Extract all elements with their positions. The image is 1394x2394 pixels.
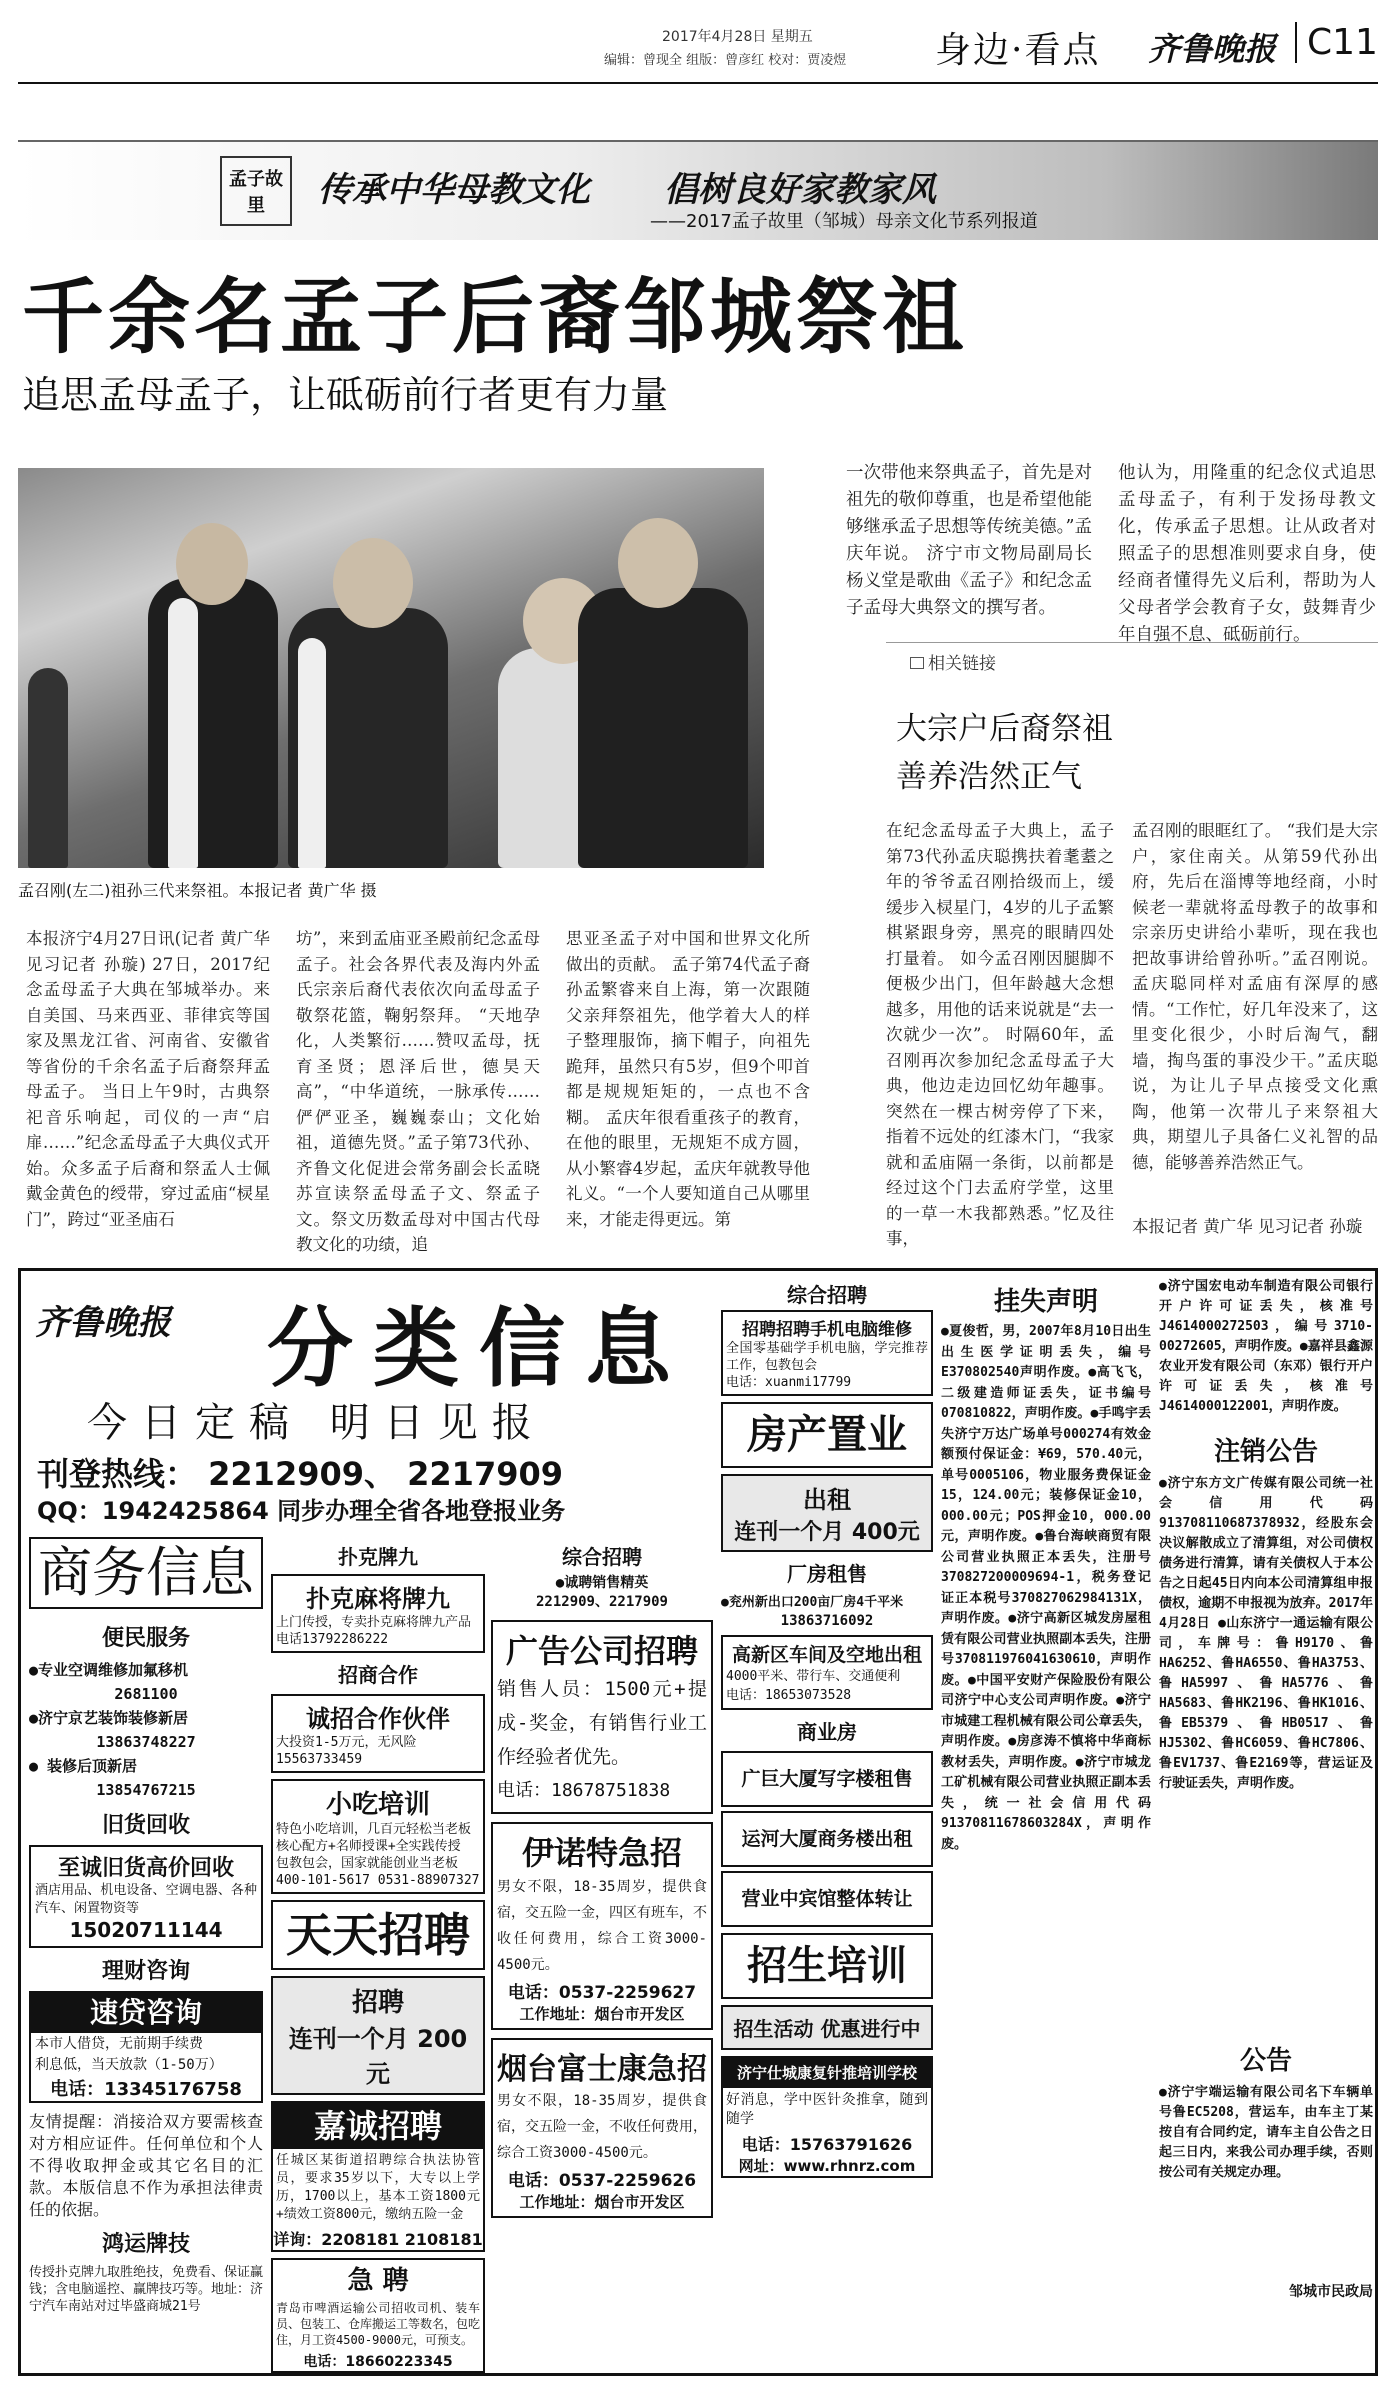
cls-text: 核心配方+名师授课+全实践传授 (276, 1839, 461, 1854)
cls-text: 本市人借贷，无前期手续费 (35, 2036, 203, 2052)
lost-notice-text: ●夏俊哲，男，2007年8月10日出生出生医学证明丢失，编号E370802540声明作废。●高飞飞，二级建造师证丢失，证书编号070810822，声明作废。●手鸣宇丢失济宁万达广场单号000274有效金额预付保证金：¥69，570.40元，单号0005106，物业服务费保证金15，124.00元；装修保证金10，000.00元；POS押金10，000.00元，声明作废。●鲁台海峡商贸有限公司营业执照正本丢失，注册号370827200009694-1，税务登记证正本税号370827062984131X，声明作废。●济宁高新区城发房屋租赁有限公司营业执照副本丢失，注册号370811976041630610，声明作废。●中国平安财产保险股份有限公司济宁中心支公司声明作废。●济宁市城建工程机械有限公司公章丢失，声明作废。●房彦涛不慎将中华商标教材丢失，声明作废。●济宁市城龙工矿机械有限公司营业执照正副本丢失，统一社会信用代码91370811678603284X，声明作废。 (941, 1324, 1151, 1852)
ad-phone: 电话：0537-2259626 (507, 2171, 697, 2191)
cls-tag: 理财咨询 (101, 1959, 190, 1984)
ad-title: 高新区车间及空地出租 (731, 1644, 922, 1666)
header-date: 2017年4月28日 星期五 (662, 29, 813, 45)
cls-text: 上门传授，专卖扑克麻将牌九产品 (276, 1615, 472, 1630)
ad-title: 速贷咨询 (31, 1993, 261, 2033)
ad-price: 连刊一个月 200元 (288, 2025, 468, 2088)
banner-slogan1: 传承中华母教文化 (318, 170, 590, 210)
lost-notice-title: 挂失声明 (993, 1287, 1098, 1317)
article-col1: 本报济宁4月27日讯(记者 黄广华 见习记者 孙璇) 27日，2017纪念孟母孟子大典在邹城举办。来自美国、马来西亚、菲律宾等国家及黑龙江省、河南省、安徽省等省份的千余名孟子后裔祭拜孟母孟子。 当日上午9时，古典祭祀音乐响起，司仪的一声“启扉……”纪念孟母孟子大典仪式开始。众多孟子后裔和祭孟人士佩戴金黄色的绶带，穿过孟庙“棂星门”，跨过“亚圣庙石 (26, 929, 270, 1229)
article-col2: 坊”，来到孟庙亚圣殿前纪念孟母孟子。社会各界代表及海内外孟氏宗亲后裔代表依次向孟母孟子敬祭花篮，鞠躬祭拜。 “天地孕化，人类繁衍……赞叹孟母，抚育圣贤；恩泽后世，德昊天高”，“中华道统，一脉承传……俨俨亚圣，巍巍泰山；文化始祖，道德先贤。”孟子第73代孙、齐鲁文化促进会常务副会长孟晓苏宣读祭孟母孟子文、祭孟子文。祭文历数孟母对中国古代母教文化的功绩，追 (296, 929, 540, 1254)
banner-series: ——2017孟子故里（邹城）母亲文化节系列报道 (650, 211, 1038, 232)
cls-text: 好消息，学中医针灸推拿，随到随学 (726, 2092, 928, 2127)
cls-text: ●专业空调维修加氟移机 (29, 1661, 189, 1679)
classified-section (18, 1268, 1378, 2376)
cls-text: 13863748227 (96, 1733, 196, 1751)
cls-text: 销售人员：1500元+提成-奖金，有销售行业工作经验者优先。 (497, 1678, 707, 1768)
article-col3: 思亚圣孟子对中国和世界文化所做出的贡献。 孟子第74代孟子裔孙孟繁睿来自上海，第一次跟随父亲拜祭祖先，他学着大人的样子整理服饰，摘下帽子，向祖先跪拜，虽然只有5岁，但9个叩首都是规规矩矩的，一点也不含糊。 孟庆年很看重孩子的教育，在他的眼里，无规矩不成方圆，从小繁睿4岁起，孟庆年就教导他礼义。“一个人要知道自己从哪里来，才能走得更远。第 (566, 929, 810, 1229)
ad-title: 运河大厦商务楼出租 (721, 1811, 933, 1867)
ad-title: 济宁仕城康复针推培训学校 (723, 2058, 931, 2088)
classified-title: 分类信息 (267, 1298, 691, 1399)
ad-title: 招生培训 (721, 1933, 933, 1999)
classified-slogan: 今日定稿 明日见报 (87, 1400, 546, 1446)
cls-text: 包教包会，国家就能创业当老板 (276, 1856, 459, 1871)
article-col-right1: 一次带他来祭典孟子，首先是对祖先的敬仰尊重，也是希望他能够继承孟子思想等传统美德。”孟庆年说。 济宁市文物局副局长杨义堂是歌曲《孟子》和纪念孟子孟母大典祭文的撰写者。 (846, 463, 1092, 618)
cls-text: 13854767215 (96, 1781, 196, 1799)
cls-text: 400-101-5617 0531-88907327 (276, 1873, 480, 1888)
ad-phone: 15020711144 (69, 1918, 223, 1942)
cls-text: ● 装修后顶新居 (29, 1757, 138, 1775)
cls-text: 全国零基础学手机电脑，学完推荐工作，包教包会 (726, 1341, 928, 1373)
related-link-label: 相关链接 (928, 654, 996, 674)
news-photo (18, 468, 764, 868)
subheadline: 追思孟母孟子，让砥砺前行者更有力量 (22, 373, 669, 417)
cls-text: 传授扑克牌九取胜绝技，免费看、保证赢钱；含电脑遥控、赢牌技巧等。地址：济宁汽车南站对过毕盛商城21号 (29, 2265, 264, 2314)
cls-text: 13863716092 (780, 1613, 874, 1629)
page-number: C11 (1295, 22, 1378, 63)
related-link (910, 649, 996, 674)
ad-address: 工作地址：烟台市开发区 (519, 2005, 685, 2023)
cls-text: 电话：18653073528 (726, 1688, 852, 1703)
ad-address: 工作地址：烟台市开发区 (519, 2193, 685, 2211)
cls-text: ●济宁京艺装饰装修新居 (29, 1709, 189, 1727)
cls-col5 (941, 1277, 1151, 2371)
ad-title: 诚招合作伙伴 (306, 1705, 450, 1733)
section-name: 身边·看点 (935, 30, 1101, 71)
cls-text: ●兖州新出口200亩厂房4千平米 (721, 1595, 904, 1610)
notice-title: 公告 (1239, 2046, 1292, 2076)
ad-phone: 详询：2208181 2108181 (273, 2230, 483, 2249)
ad-title: 天天招聘 (271, 1900, 485, 1970)
cls-text: 酒店用品、机电设备、空调电器、各种汽车、闲置物资等 (35, 1883, 257, 1916)
cls-col1 (29, 1615, 263, 2371)
notice-text: ●济宁宇端运输有限公司名下车辆单号鲁EC5208，营运车，由车主丁某按自有合同约定，请车主自公告之日起三日内，来我公司办理手续，否则按公司有关规定办理。 (1159, 2085, 1373, 2180)
sidebar-title2: 善养浩然正气 (896, 759, 1082, 795)
ad-title: 烟台富士康急招 (497, 2052, 707, 2087)
ad-title: 房产置业 (721, 1402, 933, 1468)
article-col-right2: 他认为，用隆重的纪念仪式追思孟母孟子，有利于发扬母教文化，传承孟子思想。让从政者对照孟子的思想准则要求自身，使经商者懂得先义后利，帮助为人父母者学会教育子女，鼓舞青少年自强不息、砥砺前行。 (1118, 463, 1376, 645)
cls-text: 男女不限，18-35周岁，提供食宿，交五险一金，不收任何费用，综合工资3000-4500元。 (497, 2093, 707, 2161)
ad-title: 出租 (803, 1486, 851, 1514)
cls-text: 2212909、2217909 (535, 1594, 668, 1610)
cls-tag: 鸿运牌技 (101, 2232, 190, 2257)
cls-text: 任城区某街道招聘综合执法协管员，要求35岁以下，大专以上学历，1700以上，基本工资1800元+绩效工资800元，缴纳五险一金 (276, 2153, 480, 2222)
cancel-notice-title: 注销公告 (1213, 1437, 1318, 1467)
cls-text: ●诚聘销售精英 (555, 1575, 649, 1591)
ad-title: 广巨大厦写字楼租售 (721, 1751, 933, 1807)
cls-tag: 扑克牌九 (338, 1545, 418, 1569)
cls-text: 4000平米、带行车、交通便利 (726, 1669, 901, 1684)
sidebar-byline: 本报记者 黄广华 见习记者 孙璇 (1132, 1217, 1363, 1236)
cls-text: 2681100 (114, 1685, 178, 1703)
ad-phone: 电话：0537-2259627 (507, 1983, 697, 2003)
cls-col2 (271, 1537, 485, 2371)
notice-footer: 邹城市民政局 (1289, 2284, 1373, 2300)
cls-col3 (491, 1537, 713, 2371)
classified-qq: QQ：1942425864 同步办理全省各地登报业务 (37, 1497, 566, 1525)
ad-title: 急 聘 (347, 2266, 409, 2296)
cls-tag: 旧货回收 (101, 1813, 190, 1838)
cls-text: 15563733459 (276, 1752, 363, 1767)
ad-title: 广告公司招聘 (505, 1632, 698, 1670)
photo-caption: 孟召刚(左二)祖孙三代来祭祖。本报记者 黄广华 摄 (18, 881, 377, 900)
cls-tag: 商业房 (797, 1720, 857, 1744)
cancel-notice-text: ●济宁东方文广传媒有限公司统一社会信用代码913708110687378932，经股东会决议解散成立了清算组，对公司债权债务进行清算，请有关债权人于本公告之日起45日内向本公司清算组申报债权，逾期不申报视为放弃。2017年4月28日 ●山东济宁一通运输有限公司，车牌号：鲁H9170、鲁HA6252、鲁HA6550、鲁HA3753、鲁HA5997、鲁HA5776、鲁HA5683、鲁HK2196、鲁HK1016、鲁EB5379、鲁HB0517、鲁HJ5302、鲁HC6059、鲁HC7806、鲁EV1737、鲁E2169等，营运证及行驶证丢失，声明作废。 (1159, 1476, 1373, 1791)
cls-tag: 综合招聘 (787, 1283, 867, 1307)
ad-price: 连刊一个月 400元 (734, 1520, 920, 1545)
ad-title: 扑克麻将牌九 (306, 1585, 450, 1613)
ad-phone: 电话：15763791626 (741, 2135, 913, 2154)
paper-logo: 齐鲁晚报 (1148, 30, 1277, 68)
cls-text: 利息低，当天放款（1-50万） (35, 2057, 223, 2073)
cls-tag: 厂房租售 (787, 1562, 867, 1586)
classified-header (27, 1279, 717, 1529)
sidebar-col1: 在纪念孟母孟子大典上，孟子第73代孙孟庆聪携扶着耄耋之年的爷爷孟召刚拾级而上，缓缓步入棂星门，4岁的儿子孟繁棋紧跟身旁，黑亮的眼睛四处打量着。 如今孟召刚因腿脚不便极少出门，但年龄越大念想越多，用他的话来说就是“去一次就少一次”。 时隔60年，孟召刚再次参加纪念孟母孟子大典，他边走边回忆幼年趣事。突然在一棵古树旁停了下来，指着不远处的红漆木门，“我家就和孟庙隔一条街，以前都是经过这个门去孟府学堂，这里的一草一木我都熟悉。”忆及往事， (886, 821, 1114, 1248)
ad-title: 营业中宾馆整体转让 (721, 1871, 933, 1927)
sidebar-col2: 孟召刚的眼眶红了。 “我们是大宗户，家住南关。从第59代孙出府，先后在淄博等地经商，小时候老一辈就将孟母教子的故事和宗亲历史讲给小辈听，现在我也把故事讲给曾孙听。”孟召刚说。 孟庆聪同样对孟庙有深厚的感情。“工作忙，好几年没来了，这里变化很少，小时后淘气，翻墙，掏鸟蛋的事没少干。”孟庆聪说，为让儿子早点接受文化熏陶，他第一次带儿子来祭祖大典，期望儿子具备仁义礼智的品德，能够善养浩然正气。 (1132, 821, 1378, 1172)
banner (18, 140, 1378, 240)
ad-phone: 电话：18660223345 (303, 2354, 453, 2370)
ad-title: 小吃培训 (325, 1790, 430, 1820)
cls-text: 电话：xuanmi17799 (726, 1375, 852, 1390)
ad-phone: 电话：13345176758 (50, 2079, 242, 2100)
ad-title: 嘉诚招聘 (273, 2103, 483, 2149)
link-icon (910, 657, 924, 669)
cls-text: 电话：18678751838 (497, 1780, 671, 1801)
ad-title: 至诚旧货高价回收 (57, 1856, 234, 1881)
banner-slogan2: 倡树良好家教家风 (664, 170, 936, 210)
cls-text: 男女不限，18-35周岁，提供食宿，交五险一金，四区有班车，不收任何费用，综合工资3000-4500元。 (497, 1879, 707, 1973)
cls-tag: 招商合作 (338, 1663, 418, 1687)
ad-title: 伊诺特急招 (521, 1834, 682, 1872)
ad-title: 招聘 (351, 1988, 404, 2018)
classified-logo: 齐鲁晚报 (35, 1303, 171, 1343)
business-info: 商务信息 (29, 1537, 263, 1609)
ad-title: 招聘招聘手机电脑维修 (742, 1320, 912, 1340)
headline: 千余名孟子后裔邹城祭祖 (22, 270, 969, 365)
header-staff: 编辑：曾现全 组版：曾彦红 校对：贾凌煜 (604, 53, 847, 68)
cls-text: 大投资1-5万元，无风险 (276, 1735, 417, 1750)
cls-col6 (1159, 1277, 1373, 2371)
cls-warning: 友情提醒：消接洽双方要需核查对方相应证件。任何单位和个人不得收取押金或其它名目的汇款。本版信息不作为承担法律责任的依据。 (29, 2112, 263, 2219)
ad-title: 招生活动 优惠进行中 (721, 2005, 933, 2050)
cls-text: 电话13792286222 (276, 1632, 389, 1647)
cls-tag: 综合招聘 (562, 1545, 642, 1569)
sidebar-title1: 大宗户后裔祭祖 (896, 711, 1113, 747)
cls-tag: 便民服务 (101, 1626, 190, 1651)
classified-hotline: 刊登热线： 2212909、 2217909 (37, 1455, 564, 1493)
cls-text: 青岛市啤酒运输公司招收司机、装车员、包装工、仓库搬运工等数名，包吃住，月工资4500-9000元，可预支。 (276, 2301, 481, 2347)
ad-url: 网址：www.rhnrz.com (738, 2157, 916, 2175)
banner-seal: 孟子故里 (220, 156, 292, 226)
cls-text: 特色小吃培训，几百元轻松当老板 (276, 1822, 472, 1837)
cls-col4 (721, 1277, 933, 2371)
cls-text: ●济宁国宏电动车制造有限公司银行开户许可证丢失，核准号J4614000272503，编号3710-00272605，声明作废。●嘉祥县鑫源农业开发有限公司（东邓）银行开户许可证丢失，核准号J4614000122001，声明作废。 (1159, 1279, 1373, 1414)
